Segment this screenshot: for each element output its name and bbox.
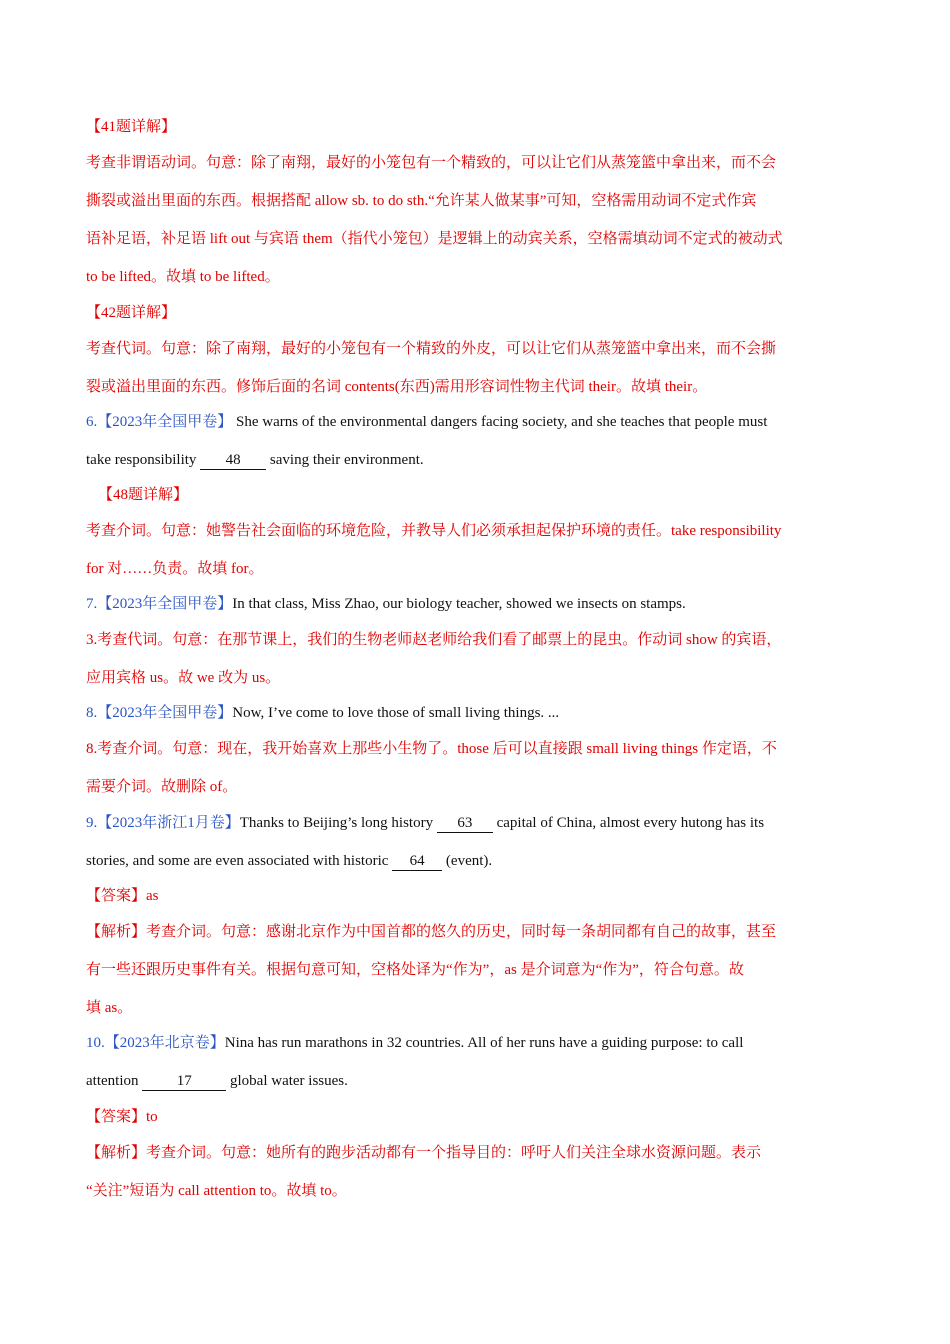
q41-detail-line: 撕裂或溢出里面的东西。根据搭配 allow sb. to do sth.“允许某人做某事”可知，空格需用动词不定式作宾 — [86, 193, 757, 209]
q9-analysis-line: 填 as。 — [86, 1000, 133, 1016]
q41-detail-line: to be lifted。故填 to be lifted。 — [86, 269, 280, 285]
q48-detail-line: 考查介词。句意：她警告社会面临的环境危险，并教导人们必须承担起保护环境的责任。take responsibility — [86, 523, 782, 539]
question-number: 10. — [86, 1035, 105, 1051]
question-number: 8. — [86, 705, 98, 721]
q48-detail-header: 【48题详解】 — [98, 487, 189, 503]
question-text: capital of China, almost every hutong has its — [492, 815, 765, 831]
q9-analysis-line: 有一些还跟历史事件有关。根据句意可知，空格处译为“作为”，as 是介词意为“作为”，符合句意。故 — [86, 962, 744, 978]
question-text: take responsibility — [86, 452, 201, 468]
q42-detail-line: 裂或溢出里面的东西。修饰后面的名词 contents(东西)需用形容词性物主代词 their。故填 their。 — [86, 379, 708, 395]
answer-blank: 48 — [200, 452, 266, 470]
question-source: 【2023年全国甲卷】 — [97, 414, 233, 430]
question-6-cont — [86, 449, 424, 471]
question-source: 【2023年全国甲卷】 — [97, 596, 233, 612]
question-10 — [86, 1032, 743, 1054]
question-source: 【2023年北京卷】 — [104, 1035, 225, 1051]
question-text: saving their environment. — [266, 452, 424, 468]
question-6 — [86, 411, 767, 433]
q10-analysis — [86, 1142, 761, 1164]
q41-detail-line: 考查非谓语动词。句意：除了南翔，最好的小笼包有一个精致的，可以让它们从蒸笼篮中拿出来，而不会 — [86, 155, 777, 171]
q41-detail-line: 语补足语，补足语 lift out 与宾语 them（指代小笼包）是逻辑上的动宾关系，空格需填动词不定式的被动式 — [86, 231, 783, 247]
question-9 — [86, 812, 764, 834]
question-text: stories, and some are even associated with historic — [86, 853, 393, 869]
q9-answer — [86, 885, 159, 907]
question-8 — [86, 702, 559, 724]
analysis-line: 考查介词。句意：她所有的跑步活动都有一个指导目的：呼吁人们关注全球水资源问题。表示 — [146, 1145, 762, 1161]
question-text: Now, I’ve come to love those of small living things. ... — [232, 705, 560, 721]
answer-label: 【答案】 — [86, 888, 147, 904]
answer-blank: 64 — [392, 853, 442, 871]
question-7 — [86, 593, 686, 615]
q8-answer-line: 8.考查介词。句意：现在，我开始喜欢上那些小生物了。those 后可以直接跟 small living things 作定语，不 — [86, 741, 777, 757]
question-text: (event). — [442, 853, 493, 869]
question-text: attention — [86, 1073, 143, 1089]
question-9-cont — [86, 850, 492, 872]
answer-label: 【答案】 — [86, 1109, 147, 1125]
question-text: In that class, Miss Zhao, our biology teacher, showed we insects on stamps. — [232, 596, 686, 612]
q10-analysis-line: “关注”短语为 call attention to。故填 to。 — [86, 1183, 347, 1199]
answer-blank: 17 — [142, 1073, 226, 1091]
question-text: global water issues. — [226, 1073, 348, 1089]
question-10-cont — [86, 1070, 348, 1092]
q9-analysis — [86, 921, 776, 943]
question-text: Thanks to Beijing’s long history — [239, 815, 437, 831]
q42-detail-line: 考查代词。句意：除了南翔，最好的小笼包有一个精致的外皮，可以让它们从蒸笼篮中拿出来，而不会撕 — [86, 341, 777, 357]
question-number: 7. — [86, 596, 98, 612]
q7-answer-line: 应用宾格 us。故 we 改为 us。 — [86, 670, 281, 686]
q8-answer-line: 需要介词。故删除 of。 — [86, 779, 238, 795]
answer-blank: 63 — [437, 815, 493, 833]
analysis-label: 【解析】 — [86, 924, 147, 940]
q10-answer — [86, 1106, 158, 1128]
question-number: 6. — [86, 414, 98, 430]
q41-detail-header: 【41题详解】 — [86, 119, 177, 135]
q7-answer-line: 3.考查代词。句意：在那节课上，我们的生物老师赵老师给我们看了邮票上的昆虫。作动词 show 的宾语， — [86, 632, 782, 648]
q42-detail-header: 【42题详解】 — [86, 305, 177, 321]
question-text: She warns of the environmental dangers facing society, and she teaches that people must — [232, 414, 768, 430]
q48-detail-line: for 对……负责。故填 for。 — [86, 561, 264, 577]
analysis-line: 考查介词。句意：感谢北京作为中国首都的悠久的历史，同时每一条胡同都有自己的故事，甚至 — [146, 924, 777, 940]
answer-value: to — [146, 1109, 158, 1125]
question-text: Nina has run marathons in 32 countries. All of her runs have a guiding purpose: to call — [224, 1035, 744, 1051]
answer-value: as — [146, 888, 159, 904]
question-source: 【2023年浙江1月卷】 — [97, 815, 240, 831]
question-source: 【2023年全国甲卷】 — [97, 705, 233, 721]
analysis-label: 【解析】 — [86, 1145, 147, 1161]
question-number: 9. — [86, 815, 98, 831]
